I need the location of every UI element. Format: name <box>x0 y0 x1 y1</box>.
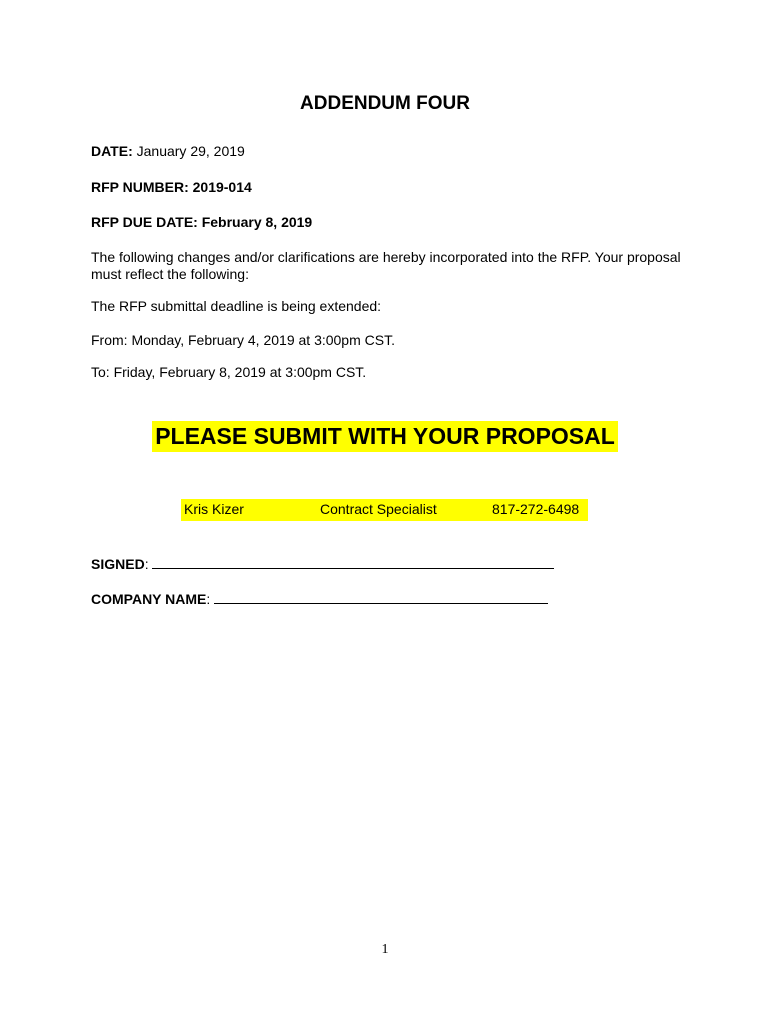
to-line: To: Friday, February 8, 2019 at 3:00pm CST. <box>91 364 367 380</box>
company-blank <box>214 589 548 604</box>
contact-name: Kris Kizer <box>184 501 244 517</box>
company-label: COMPANY NAME <box>91 591 207 607</box>
rfp-number: RFP NUMBER: 2019-014 <box>91 179 252 195</box>
contact-phone: 817-272-6498 <box>492 501 580 517</box>
page-number: 1 <box>381 942 389 957</box>
signed-line: SIGNED: <box>91 554 554 572</box>
rfp-due-date: RFP DUE DATE: February 8, 2019 <box>91 214 313 230</box>
intro-paragraph: The following changes and/or clarifications are hereby incorporated into the RFP. Your proposal must reflect the following: <box>91 249 681 282</box>
document-title: ADDENDUM FOUR <box>300 93 470 114</box>
company-line: COMPANY NAME: <box>91 589 548 607</box>
date-line <box>91 143 245 159</box>
from-line: From: Monday, February 4, 2019 at 3:00pm CST. <box>91 332 395 348</box>
contact-role: Contract Specialist <box>320 501 437 517</box>
submit-banner-wrapper <box>0 421 770 452</box>
signed-label: SIGNED <box>91 556 145 572</box>
signed-blank <box>152 554 554 569</box>
deadline-statement: The RFP submittal deadline is being extended: <box>91 298 382 314</box>
date-value: January 29, 2019 <box>136 143 245 159</box>
submit-banner: PLEASE SUBMIT WITH YOUR PROPOSAL <box>152 421 618 452</box>
date-label: DATE: <box>91 143 133 159</box>
